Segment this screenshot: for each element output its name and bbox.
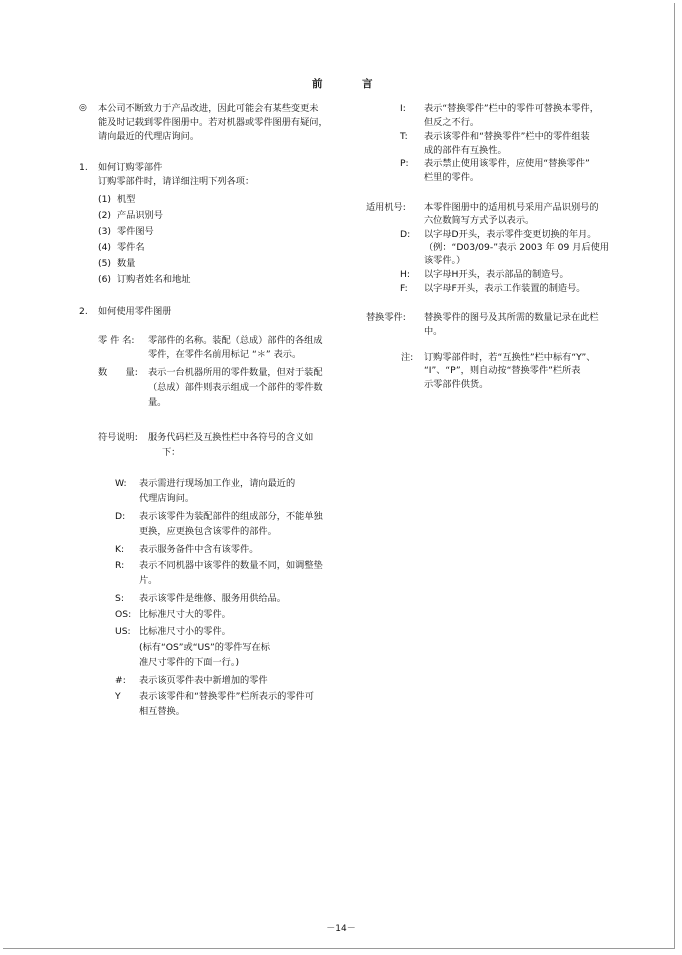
intro-line: 能及时记载到零件图册中。若对机器或零件图册有疑问， (98, 117, 328, 128)
quantity-line: 量。 (148, 397, 167, 408)
part-name-label: 零 件 名: (98, 335, 135, 346)
code-symbol: S: (115, 593, 124, 604)
code-symbol: R: (115, 560, 125, 571)
code-symbol: W: (115, 478, 127, 489)
code-text: 成的部件有互换性。 (424, 145, 507, 156)
order-item-number: (6) (98, 274, 112, 285)
order-item-text: 产品识别号 (117, 210, 163, 221)
code-symbol: Y (115, 691, 121, 702)
section-2-heading: 如何使用零件图册 (98, 306, 172, 317)
code-text: 比标准尺寸大的零件。 (139, 609, 231, 620)
code-text: 比标准尺寸小的零件。 (139, 626, 231, 637)
part-name-line: 零件，在零件名前用标记 “＊” 表示。 (148, 349, 302, 360)
order-item-number: (5) (98, 258, 112, 269)
replacement-part-line: 中。 (424, 326, 443, 337)
code-text: 相互替换。 (139, 706, 185, 717)
code-text: 以字母D开头，表示零件变更切换的年月。 (424, 229, 597, 240)
applicable-serial-line: 六位数简写方式予以表示。 (424, 215, 535, 226)
order-item-text: 机型 (117, 194, 136, 205)
code-text: 表示禁止使用该零件，应使用“替换零件” (424, 158, 590, 169)
code-symbol: I: (400, 103, 406, 114)
intro-line: 请向最近的代理店询问。 (98, 131, 200, 142)
code-text: 栏里的零件。 (424, 172, 480, 183)
order-item-text: 订购者姓名和地址 (117, 274, 191, 285)
code-text: 以字母H开头，表示部品的制造号。 (424, 269, 569, 280)
order-item-text: 零件图号 (117, 226, 154, 237)
quantity-line: 表示一台机器所用的零件数量，但对于装配 (148, 367, 323, 378)
quantity-label: 数 量: (98, 367, 138, 378)
section-1-heading: 如何订购零部件 (98, 162, 163, 173)
order-item-number: (1) (98, 194, 112, 205)
code-symbol: US: (115, 626, 131, 637)
intro-bullet: ◎ (79, 103, 87, 113)
code-text: 表示该零件为装配部件的组成部分，不能单独 (139, 511, 323, 522)
code-text: 表示该页零件表中新增加的零件 (139, 675, 268, 686)
page-border (3, 3, 675, 949)
symbols-line: 下： (162, 447, 181, 458)
title-char-1: 前 (312, 78, 323, 90)
section-2-number: 2. (79, 306, 88, 317)
code-text: 表示需进行现场加工作业，请向最近的 (139, 478, 296, 489)
code-symbol: F: (400, 283, 408, 294)
code-text: 表示“替换零件”栏中的零件可替换本零件， (424, 103, 599, 114)
code-symbol: OS: (115, 609, 132, 620)
code-text: 该零件。） (424, 255, 466, 266)
part-name-line: 零部件的名称。装配（总成）部件的各组成 (148, 335, 323, 346)
section-1-description: 订购零部件时，请详细注明下列各项： (98, 176, 255, 187)
code-symbol: P: (400, 158, 409, 169)
title-char-2: 言 (362, 78, 373, 90)
code-symbol: K: (115, 544, 125, 555)
applicable-serial-label: 适用机号: (366, 202, 406, 213)
order-item-text: 零件名 (117, 242, 145, 253)
note-line: “I”、“P”，则自动按“替换零件”栏所表 (424, 365, 581, 376)
order-item-number: (2) (98, 210, 112, 221)
note-line: 订购零部件时，若“互换性”栏中标有“Y”、 (424, 352, 596, 363)
replacement-part-line: 替换零件的图号及其所需的数量记录在此栏 (424, 312, 599, 323)
code-text: (标有“OS”或“US”的零件写在标 (139, 642, 270, 653)
code-text: 片。 (139, 575, 158, 586)
order-item-text: 数量 (117, 258, 136, 269)
note-label: 注: (401, 352, 414, 363)
quantity-line: （总成）部件则表示组成一个部件的零件数 (148, 382, 323, 393)
note-line: 示零部件供货。 (424, 379, 489, 390)
code-symbol: D: (115, 511, 126, 522)
section-1-number: 1. (79, 162, 88, 173)
code-text: 但反之不行。 (424, 117, 480, 128)
order-item-number: (4) (98, 242, 112, 253)
code-text: 更换，应更换包含该零件的部件。 (139, 526, 277, 537)
code-text: 代理店询问。 (139, 493, 195, 504)
code-text: 以字母F开头，表示工作装置的制造号。 (424, 283, 586, 294)
applicable-serial-line: 本零件图册中的适用机号采用产品识别号的 (424, 202, 599, 213)
code-symbol: H: (400, 269, 411, 280)
order-item-number: (3) (98, 226, 112, 237)
code-text: 表示该零件和“替换零件”栏所表示的零件可 (139, 691, 314, 702)
code-text: 表示该零件是维修、服务用供给品。 (139, 593, 286, 604)
code-symbol: D: (400, 229, 411, 240)
code-text: 表示不同机器中该零件的数量不同，如调整垫 (139, 560, 323, 571)
code-symbol: T: (400, 131, 408, 142)
code-text: 表示服务备件中含有该零件。 (139, 544, 259, 555)
code-text: 表示该零件和“替换零件”栏中的零件组装 (424, 131, 590, 142)
page-number: －14－ (326, 924, 356, 934)
code-text: 准尺寸零件的下面一行。) (139, 657, 240, 668)
symbols-line: 服务代码栏及互换性栏中各符号的含义如 (148, 432, 314, 443)
intro-line: 本公司不断致力于产品改进，因此可能会有某些变更未 (98, 103, 319, 114)
code-text: （例：“D03/09-”表示 2003 年 09 月后使用 (424, 242, 610, 253)
code-symbol: #: (115, 675, 126, 686)
replacement-part-label: 替换零件: (366, 312, 406, 323)
symbols-label: 符号说明: (98, 432, 138, 443)
